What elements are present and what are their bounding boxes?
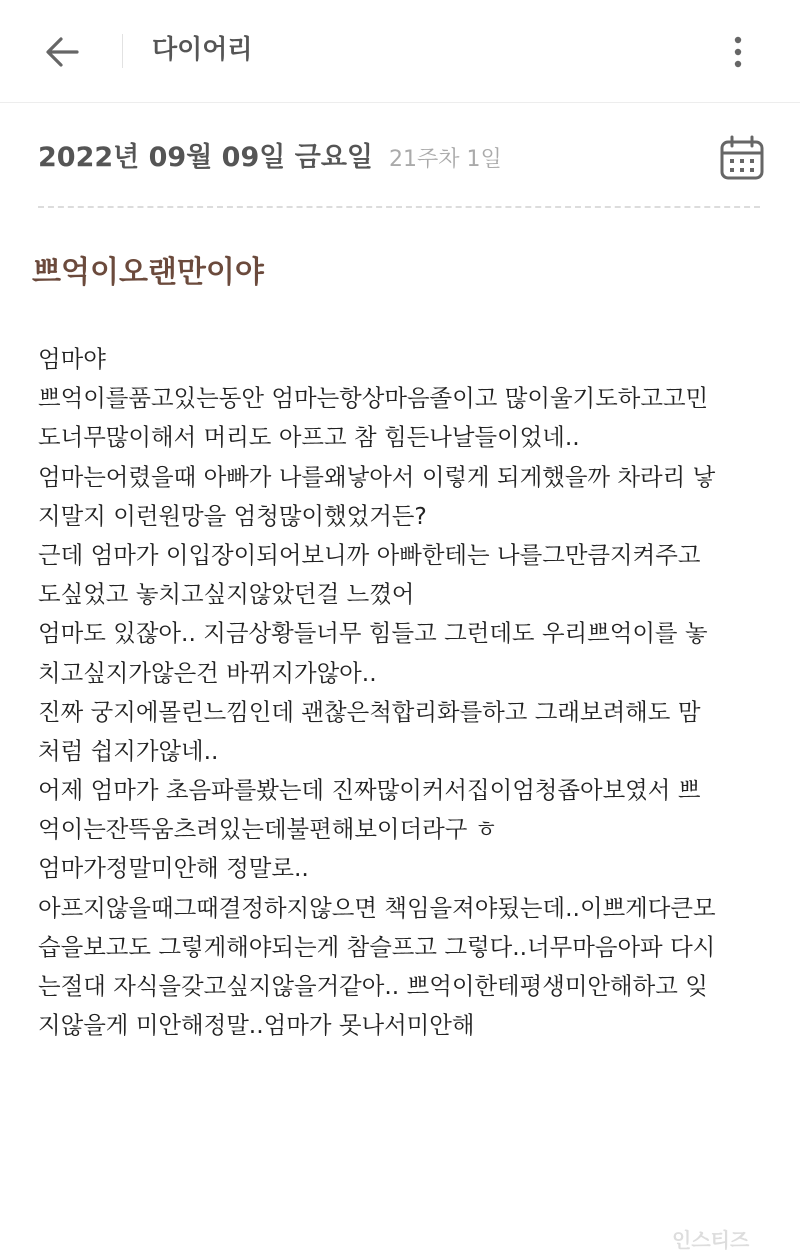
entry-line: 엄마는어렸을때 아빠가 나를왜낳아서 이렇게 되게했을까 차라리 낳 [38,462,716,491]
entry-date: 2022년 09월 09일 금요일 [38,142,373,173]
entry-line: 억이는잔뜩움츠려있는데불편해보이더라구 ㅎ [38,815,498,844]
entry-date-row [38,136,502,180]
entry-line: 어제 엄마가 초음파를봤는데 진짜많이커서집이엄청좁아보였서 쁘 [38,776,701,805]
arrow-left-icon [44,34,80,70]
header-divider [122,34,123,68]
entry-line: 치고싶지가않은건 바뀌지가않아.. [38,658,377,687]
more-vertical-icon [733,36,743,68]
entry-line: 도싶었고 놓치고싶지않았던걸 느꼈어 [38,580,415,609]
app-bar [0,0,800,103]
back-button[interactable] [38,28,86,76]
entry-line: 는절대 자식을갖고싶지않을거같아.. 쁘억이한테평생미안해하고 잊 [38,972,708,1000]
entry-line: 처럼 쉽지가않네.. [38,736,219,765]
entry-line: 진짜 궁지에몰린느낌인데 괜찮은척합리화를하고 그래보려해도 맘 [38,697,701,726]
entry-title: 쁘억이오랜만이야 [32,255,264,290]
entry-line: 도너무많이해서 머리도 아프고 참 힘든나날들이었네.. [38,423,580,452]
entry-line: 지말지 이런원망을 엄청많이했었거든? [38,501,427,530]
pregnancy-week: 21주차 1일 [389,147,502,172]
entry-line: 엄마야 [38,345,106,373]
entry-line: 엄마도 있잖아.. 지금상황들너무 힘들고 그런데도 우리쁘억이를 놓 [38,619,708,648]
calendar-icon [718,134,766,182]
dashed-divider [38,206,760,208]
calendar-button[interactable] [718,134,766,182]
entry-line: 쁘억이를품고있는동안 엄마는항상마음졸이고 많이울기도하고고민 [38,384,709,413]
entry-line: 지않을게 미안해정말..엄마가 못나서미안해 [38,1011,475,1040]
entry-body [38,340,768,1045]
more-options-button[interactable] [716,28,760,76]
entry-line: 습을보고도 그렇게해야되는게 참슬프고 그렇다..너무마음아파 다시 [38,932,716,961]
entry-line: 아프지않을때그때결정하지않으면 책임을져야됬는데..이쁘게다큰모 [38,893,716,922]
watermark: 인스티즈 [672,1228,750,1252]
entry-line: 엄마가정말미안해 정말로.. [38,854,309,883]
page-title: 다이어리 [152,35,253,65]
entry-line: 근데 엄마가 이입장이되어보니까 아빠한테는 나를그만큼지켜주고 [38,540,701,569]
